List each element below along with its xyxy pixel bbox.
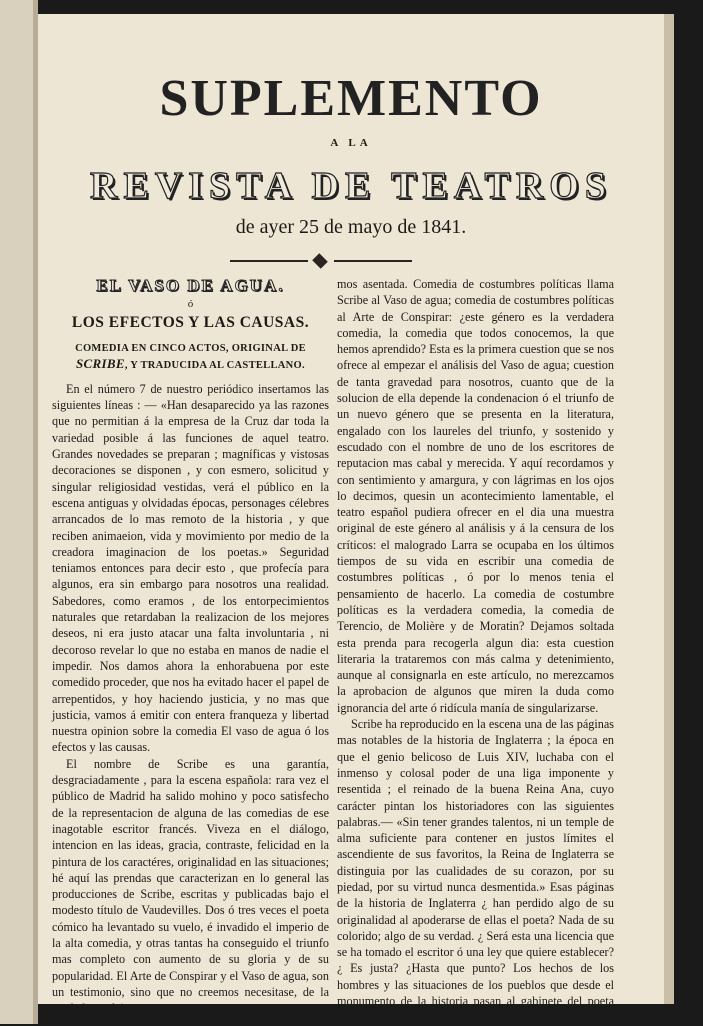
paragraph-right-1: mos asentada. Comedia de costumbres políticas llama Scribe al Vaso de agua; comedia de costumbres políticas al Arte de Conspirar: ¿este género es la verdadera comedia, la comedia que todos conocemos, la que hemos aprendido? Esta es la primera cuestion que se nos ofrece al empezar el análisis del Vaso de agua; cuestion de tanta gravedad para nosotros, cuanto que de la solucion de ella depende la condenacion ó el triunfo de un nuevo género que se presenta en la literatura, engalado con los laureles del triunfo, y sostenido y escudado con el nombre de uno de los escritores de reputacion mas cabal y merecida. Y aquí recordamos y con sentimiento y amargura, y con lágrimas en los ojos lo decimos, quesin un acontecimiento lamentable, el teatro español pudiera ofrecer en el dia una muestra original de este género al análisis y á la censura de los críticos: el malogrado Larra se ocupaba en los últimos tiempos de su vida en escribir una comedia de costumbres políticas , ó por lo menos tenia el pensamiento de hacerlo. La comedia de costumbre políticas es la verdadera comedia, la comedia de Terencio, de Molière y de Moratin? Dejamos soltada esta prenda para recogerla algun dia: esta cuestion literaria la trataremos con más calma y detenimiento, aunque al consignarla en este artículo, no merezcamos la aprobacion de algunos que miren la duda como ignorancia del arte ó ridícula manía de singularizarse.: [337, 277, 614, 715]
credit-pre: COMEDIA EN CINCO ACTOS, ORIGINAL DE: [75, 342, 306, 354]
ornament-divider-icon: [230, 254, 412, 268]
article-title-connector: ó: [187, 298, 194, 311]
column-left: [52, 276, 329, 1016]
previous-page-edge: [0, 0, 38, 1024]
article-title: EL VASO DE AGUA.: [96, 276, 285, 295]
masthead-date: de ayer 25 de mayo de 1841.: [235, 216, 467, 238]
masthead-a-la: A LA: [330, 137, 372, 149]
article-credit: [52, 341, 329, 373]
paragraph-right-2: Scribe ha reproducido en la escena una de las páginas mas notables de la historia de Inglaterra ; la época en que el genio belicoso de Luis XIV, luchaba con el inmenso y colosal poder de una liga imponente y resentida ; el reinado de la buena Reina Ana, cuyo carácter pintan los historiadores con las siguientes palabras.— «Sin tener grandes talentos, ni un temple de alma suficiente para contener en justos límites el ascendiente de sus favoritos, la Reina de Inglaterra se distinguia por las cualidades de su corazon, por su piedad, por su virtud nunca desmentida.» Esas páginas de la historia de Inglaterra ¿ han perdido algo de su originalidad al apoderarse de ellas el poeta? Nada de su colorido; algo de su verdad. ¿ Será esta una licencia que se ha tomado el escritor ó una ley que quiere establecer? ¿ Es justa? ¿Hasta que punto? Los hechos de los hombres y las situaciones de los pueblos que desde el monumento de la historia pasan al gabinete del poeta dramático, deben ser respetadas se-: [337, 717, 614, 1025]
credit-author: SCRIBE: [76, 355, 125, 371]
paragraph-left-1: En el número 7 de nuestro periódico insertamos las siguientes líneas : — «Han desaparecido ya las razones que no permitian á la empresa de la Cruz dar toda la variedad posible á las funciones de aquel teatro. Grandes novedades se preparan ; magníficas y vistosas decoraciones se disponen , y con esmero, solicitud y singular religiosidad vestidas, verá el público en la escena antiguas y olvidadas épocas, personages célebres arrancados de lo mas remoto de la historia , y que reciben animaeion, vida y movimiento por medio de la creadora imaginacion de los poetas.» Seguridad teniamos entonces para decir esto , que profecía para algunos, era sin embargo para nosotros una realidad. Sabedores, como eramos , de los entorpecimientos naturales que retardaban la realizacion de los mejores deseos, ni era justo atacar una falta involuntaria , ni decoroso revelar lo que no estaba en manos de nadie el impedir. Nos damos ahora la enhorabuena por este comedido proceder, que nos ha evitado hacer el papel de arrepentidos, y hoy haciendo justicia, y no mas que justicia, vamos á emitir con entera franqueza y libertad nuestra opinion sobre la comedia El vaso de agua ó los efectos y las causas.: [52, 381, 329, 755]
paragraph-left-2: El nombre de Scribe es una garantía, desgraciadamente , para la escena española: rara vez el público de Madrid ha salido mohino y poco satisfecho de la representacion de alguna de las comedias de ese inagotable escritor francés. Viveza en el diálogo, intencion en las ideas, gracia, contraste, felicidad en la pintura de los caractéres, originalidad en las situaciones; hé aquí las prendas que caracterizan en lo general las producciones de Scribe, escritas y publicadas bajo el modesto título de Vaudevilles. Dos ó tres veces el poeta cómico ha levantado su vuelo, é invadido el imperio de la alta comedia, y otras tantas ha conseguido el triunfo mas completo con aumento de su gloria y de su popularidad. El Arte de Conspirar y el Vaso de agua, son un testimonio, sino que no creemos necesitase, de la verdad que deja-: [52, 756, 329, 1016]
page-edge-right: [664, 14, 674, 1004]
newspaper-page: [38, 14, 664, 1025]
credit-post: , Y TRADUCIDA AL CASTELLANO.: [124, 359, 305, 371]
masthead-revista: REVISTA DE TEATROS: [90, 165, 612, 207]
column-right: [337, 276, 614, 1026]
masthead-title: SUPLEMENTO: [159, 70, 543, 127]
article-subtitle: LOS EFECTOS Y LAS CAUSAS.: [71, 313, 310, 331]
